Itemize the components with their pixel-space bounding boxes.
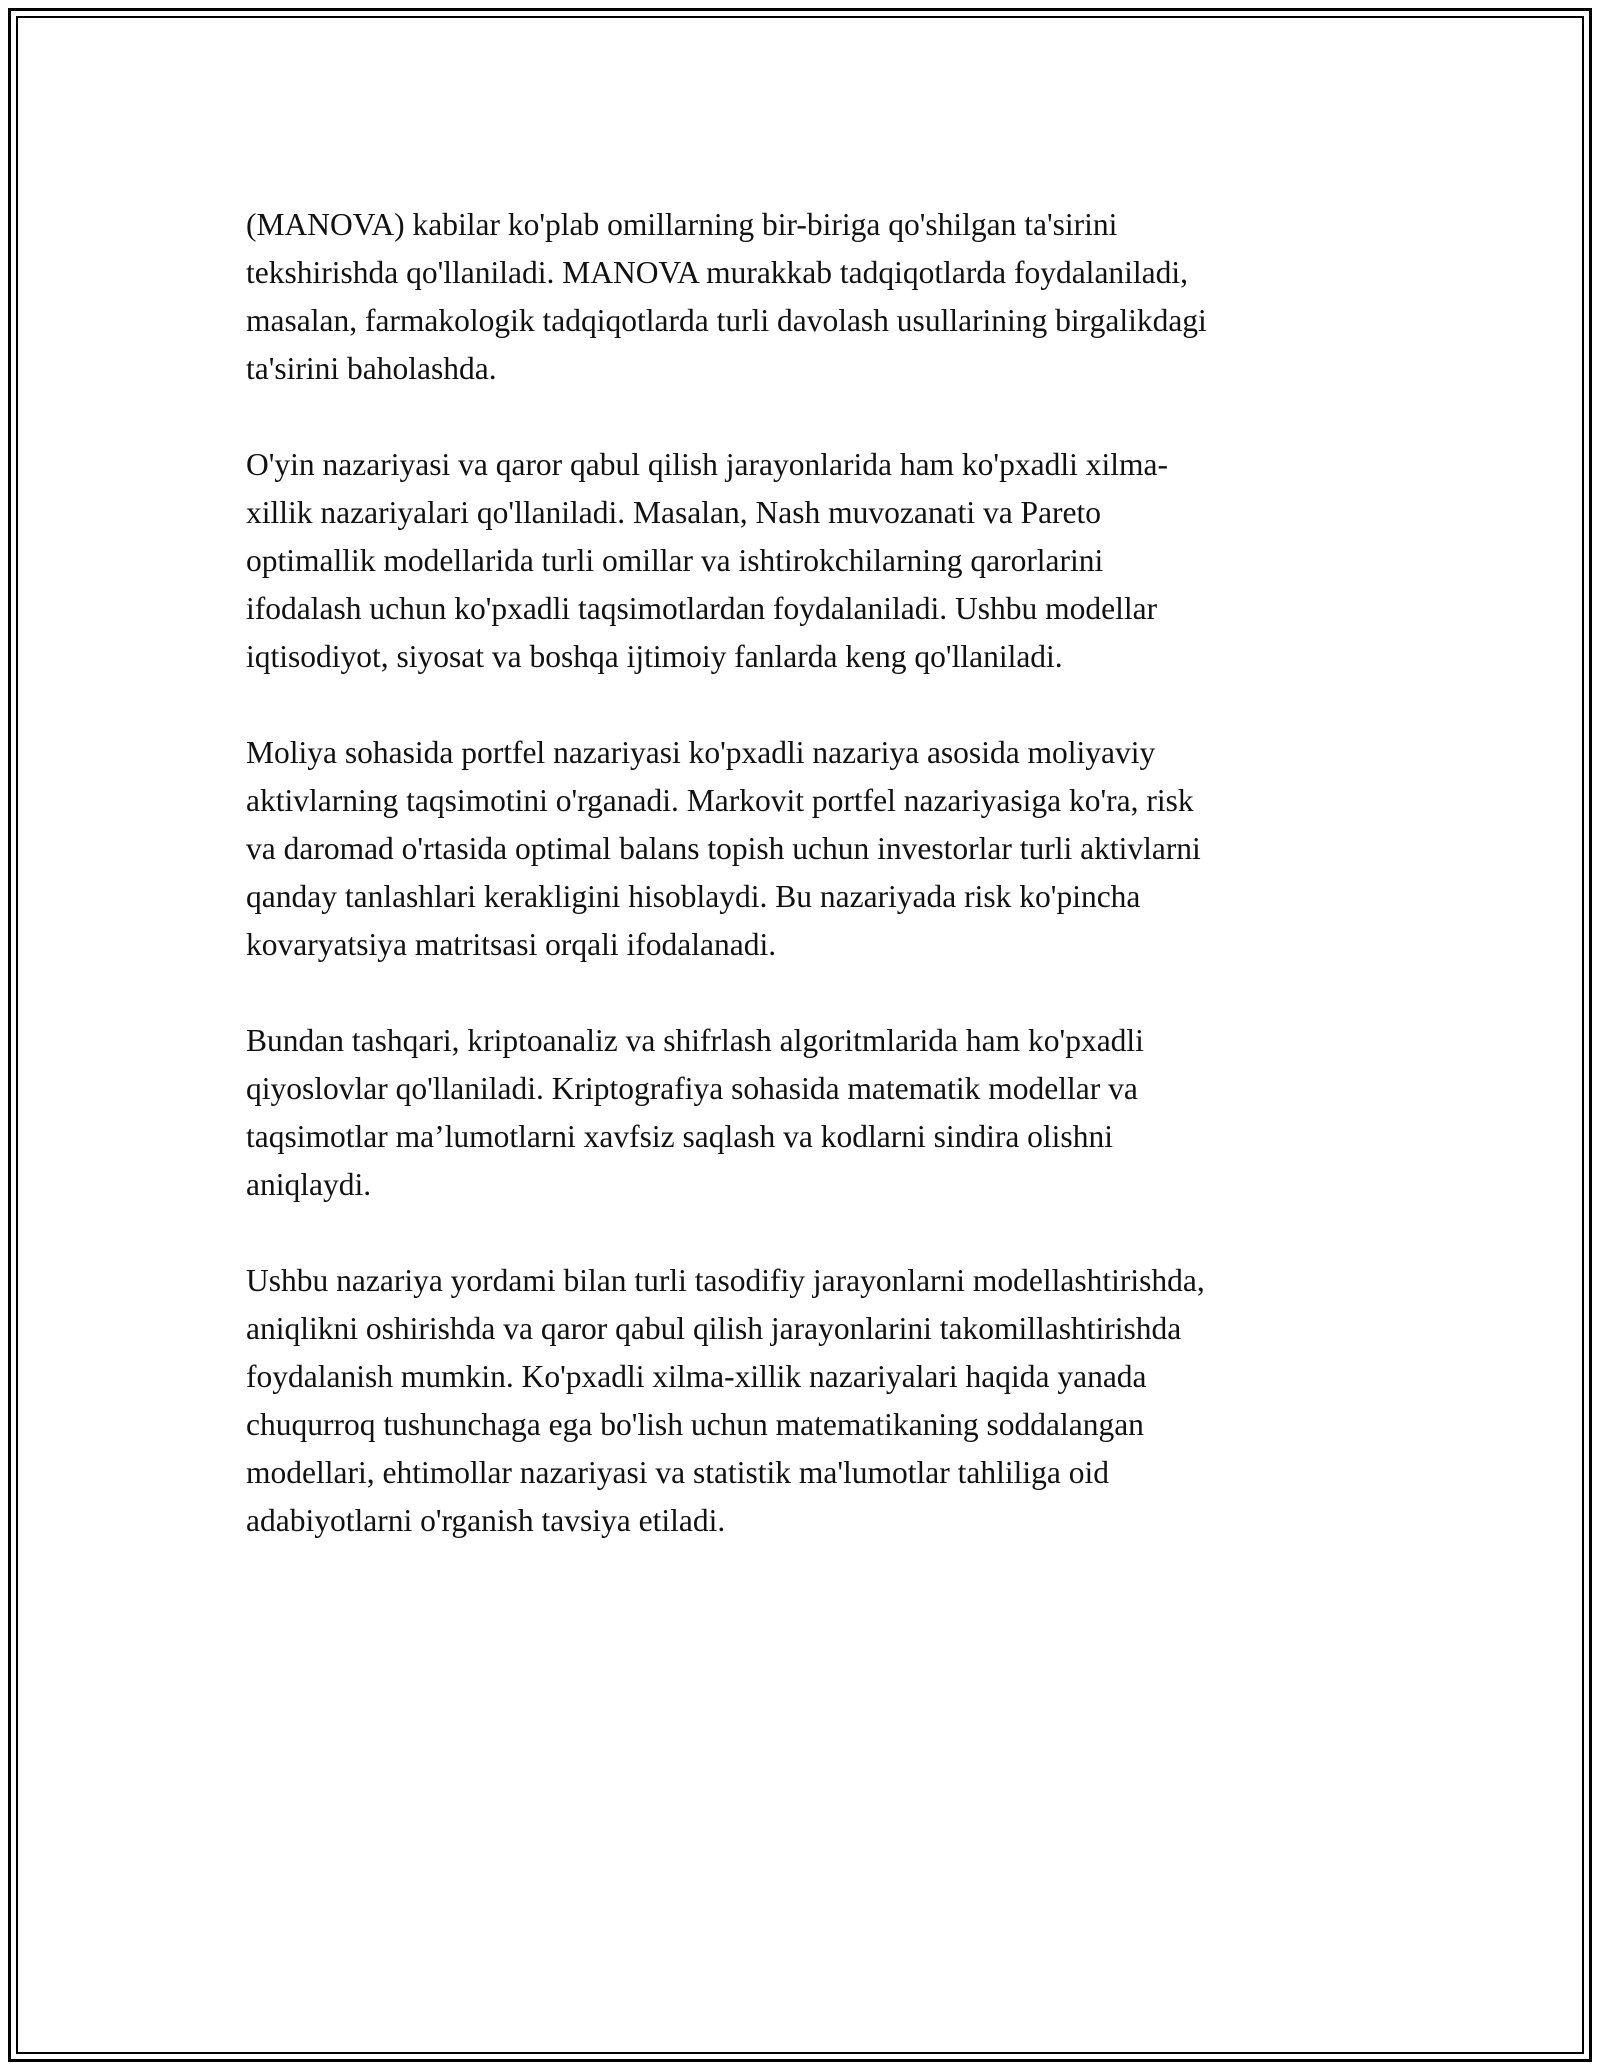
page-frame (8, 8, 1592, 2062)
paragraph-conclusion: Ushbu nazariya yordami bilan turli tasodifiy jarayonlarni modellashtirishda, aniqlikni oshirishda va qaror qabul qilish jarayonlarini takomillashtirishda foydalanish mumkin. Ko'pxadli xilma-xillik nazariyalari haqida yanada chuqurroq tushunchaga ega bo'lish uchun matematikaning soddalangan modellari, ehtimollar nazariyasi va statistik ma'lumotlar tahliliga oid adabiyotlarni o'rganish tavsiya etiladi. (246, 1263, 1205, 1538)
paragraph-manova: (MANOVA) kabilar ko'plab omillarning bir-biriga qo'shilgan ta'sirini tekshirishda qo'llaniladi. MANOVA murakkab tadqiqotlarda foydalaniladi, masalan, farmakologik tadqiqotlarda turli davolash usullarining birgalikdagi ta'sirini baholashda. (246, 207, 1207, 386)
paragraph-game-theory: O'yin nazariyasi va qaror qabul qilish jarayonlarida ham ko'pxadli xilma- xillik nazariyalari qo'llaniladi. Masalan, Nash muvozanati va Pareto optimallik modellarida turli omillar va ishtirokchilarning qarorlarini ifodalash uchun ko'pxadli taqsimotlardan foydalaniladi. Ushbu modellar iqtisodiyot, siyosat va boshqa ijtimoiy fanlarda keng qo'llaniladi. (246, 447, 1168, 674)
paragraph-portfolio-theory: Moliya sohasida portfel nazariyasi ko'pxadli nazariya asosida moliyaviy aktivlarning taqsimotini o'rganadi. Markovit portfel nazariyasiga ko'ra, risk va daromad o'rtasida optimal balans topish uchun investorlar turli aktivlarni qanday tanlashlari kerakligini hisoblaydi. Bu nazariyada risk ko'pincha kovaryatsiya matritsasi orqali ifodalanadi. (246, 735, 1201, 962)
document-body (246, 201, 1381, 1593)
paragraph-cryptanalysis: Bundan tashqari, kriptoanaliz va shifrlash algoritmlarida ham ko'pxadli qiyoslovlar qo'llaniladi. Kriptografiya sohasida matematik modellar va taqsimotlar ma’lumotlarni xavfsiz saqlash va kodlarni sindira olishni aniqlaydi. (246, 1023, 1144, 1202)
